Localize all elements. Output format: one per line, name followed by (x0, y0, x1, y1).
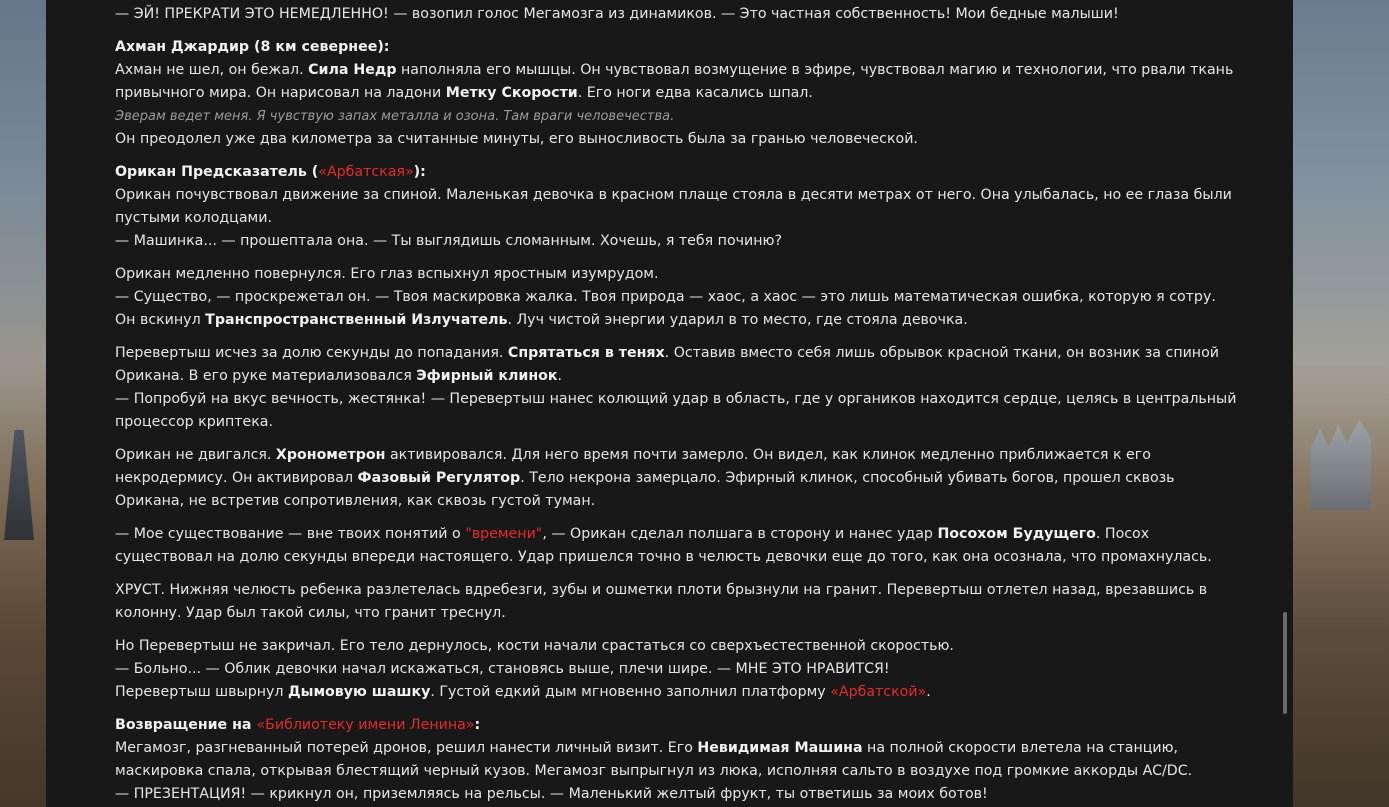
text-segment: активировался. Для него время почти замерло. Он видел, как клинок медленно приближается к его некродермису. Он активировал (115, 447, 1151, 486)
text-segment: . Оставив вместо себя лишь обрывок красной ткани, он возник за спиной Орикана. В его руке материализовался (115, 345, 1219, 384)
story-line (115, 59, 1245, 105)
story-line (115, 105, 1245, 128)
text-segment: Он вскинул (115, 312, 206, 328)
text-segment: на полной скорости влетела на станцию, маскировка спала, открывая блестящий черный кузов. Мегамозг выпрыгнул из люка, исполняя сальто в воздухе под громкие аккорды AC/DC. (115, 740, 1193, 779)
text-segment: Перевертыш швырнул (115, 684, 288, 700)
bold-term: Метку Скорости (445, 85, 578, 101)
text-segment: . Тело некрона замерцало. Эфирный клинок, способный убивать богов, прошел сквозь Орикана, не встретив сопротивления, как сквозь густой туман. (115, 470, 1175, 509)
story-text (115, 3, 1245, 807)
bold-term: Посохом Будущего (937, 526, 1096, 542)
text-segment: — ЭЙ! ПРЕКРАТИ ЭТО НЕМЕДЛЕННО! — возопил голос Мегамозга из динамиков. — Это частная собственность! Мои бедные малыши! (115, 6, 1119, 22)
story-line (115, 184, 1245, 230)
text-segment: , — Орикан сделал полшага в сторону и нанес удар (542, 526, 938, 542)
text-segment: . Луч чистой энергии ударил в то место, где стояла девочка. (507, 312, 968, 328)
bold-term: ): (413, 164, 426, 180)
story-paragraph (115, 342, 1245, 434)
story-line (115, 737, 1245, 783)
story-line (115, 230, 1245, 253)
story-line (115, 658, 1245, 681)
bold-term: Спрятаться в тенях (507, 345, 665, 361)
story-line (115, 128, 1245, 151)
story-paragraph (115, 714, 1245, 806)
story-paragraph (115, 635, 1245, 704)
story-paragraph (115, 36, 1245, 151)
text-segment: — Мое существование — вне твоих понятий о (115, 526, 466, 542)
story-line (115, 579, 1245, 625)
bold-term: Хронометрон (275, 447, 386, 463)
story-paragraph (115, 3, 1245, 26)
story-line (115, 286, 1245, 309)
text-segment: Он преодолел уже два километра за считанные минуты, его выносливость была за гранью человеческой. (115, 131, 918, 147)
bold-term: Возвращение на (115, 717, 257, 733)
text-segment: Ахман не шел, он бежал. (115, 62, 309, 78)
bold-term: : (474, 717, 481, 733)
text-segment: — Больно... — Облик девочки начал искажаться, становясь выше, плечи шире. — МНЕ ЭТО НРАВИТСЯ! (115, 661, 890, 677)
bold-term: Фазовый Регулятор (357, 470, 521, 486)
story-paragraph (115, 263, 1245, 332)
text-segment: Орикан не двигался. (115, 447, 276, 463)
right-ruins-decoration (1293, 0, 1389, 807)
story-paragraph (115, 523, 1245, 569)
text-segment: . Посох существовал на долю секунды впереди настоящего. Удар пришелся точно в челюсть девочки еще до того, как она осознала, что промахнулась. (115, 526, 1212, 565)
story-line (115, 263, 1245, 286)
story-line (115, 161, 1245, 184)
bold-term: Невидимая Машина (697, 740, 863, 756)
left-ruins-decoration (0, 0, 46, 807)
story-line (115, 681, 1245, 704)
story-paragraph (115, 444, 1245, 513)
text-segment: . (926, 684, 931, 700)
tower-decoration (1311, 420, 1371, 510)
bold-term: Транспространственный Излучатель (205, 312, 508, 328)
story-paragraph (115, 579, 1245, 625)
text-segment: Орикан медленно повернулся. Его глаз вспыхнул яростным изумрудом. (115, 266, 659, 282)
story-line (115, 309, 1245, 332)
story-paragraph (115, 161, 1245, 253)
text-segment: — ПРЕЗЕНТАЦИЯ! — крикнул он, приземляясь на рельсы. — Маленький желтый фрукт, ты ответишь за моих ботов! (115, 786, 988, 802)
scrollbar[interactable] (1283, 0, 1287, 807)
scrollbar-thumb[interactable] (1283, 612, 1287, 714)
text-segment: Но Перевертыш не закричал. Его тело дернулось, кости начали срастаться со сверхъестественной скоростью. (115, 638, 954, 654)
bold-term: Сила Недр (308, 62, 397, 78)
bold-term: Ахман Джардир (8 км севернее): (115, 39, 390, 55)
story-line (115, 342, 1245, 388)
text-segment: — Попробуй на вкус вечность, жестянка! — Перевертыш нанес колющий удар в область, где у органиков находится сердце, целясь в центральный процессор криптека. (115, 391, 1237, 430)
italic-thought: Эверам ведет меня. Я чувствую запах металла и озона. Там враги человечества. (115, 109, 675, 124)
text-segment: Перевертыш исчез за долю секунды до попадания. (115, 345, 508, 361)
text-segment: — Существо, — проскрежетал он. — Твоя маскировка жалка. Твоя природа — хаос, а хаос — это лишь математическая ошибка, которую я сотру. (115, 289, 1216, 305)
red-bold-highlight: «Арбатская» (318, 164, 414, 180)
story-line (115, 783, 1245, 806)
text-segment: . (557, 368, 563, 384)
red-highlight: «Арбатской» (830, 684, 927, 700)
red-highlight: "времени" (465, 526, 543, 542)
story-line (115, 388, 1245, 434)
text-segment: Мегамозг, разгневанный потерей дронов, решил нанести личный визит. Его (115, 740, 698, 756)
bold-term: Дымовую шашку (288, 684, 431, 700)
story-line (115, 714, 1245, 737)
bold-term: Орикан Предсказатель ( (115, 164, 319, 180)
text-segment: Орикан почувствовал движение за спиной. Маленькая девочка в красном плаще стояла в десяти метрах от него. Она улыбалась, но ее глаза были пустыми колодцами. (115, 187, 1232, 226)
text-segment: наполняла его мышцы. Он чувствовал возмущение в эфире, чувствовал магию и технологии, что рвали ткань привычного мира. Он нарисовал на ладони (115, 62, 1234, 101)
story-line (115, 36, 1245, 59)
story-line (115, 635, 1245, 658)
text-segment: . Густой едкий дым мгновенно заполнил платформу (430, 684, 831, 700)
story-line (115, 523, 1245, 569)
text-segment: . Его ноги едва касались шпал. (577, 85, 813, 101)
bold-term: Эфирный клинок (416, 368, 558, 384)
text-segment: — Машинка... — прошептала она. — Ты выглядишь сломанным. Хочешь, я тебя починю? (115, 233, 782, 249)
story-line (115, 444, 1245, 513)
story-panel (46, 0, 1293, 807)
red-bold-highlight: «Библиотеку имени Ленина» (256, 717, 475, 733)
story-line (115, 3, 1245, 26)
text-segment: ХРУСТ. Нижняя челюсть ребенка разлетелась вдребезги, зубы и ошметки плоти брызнули на гранит. Перевертыш отлетел назад, врезавшись в колонну. Удар был такой силы, что гранит треснул. (115, 582, 1208, 621)
